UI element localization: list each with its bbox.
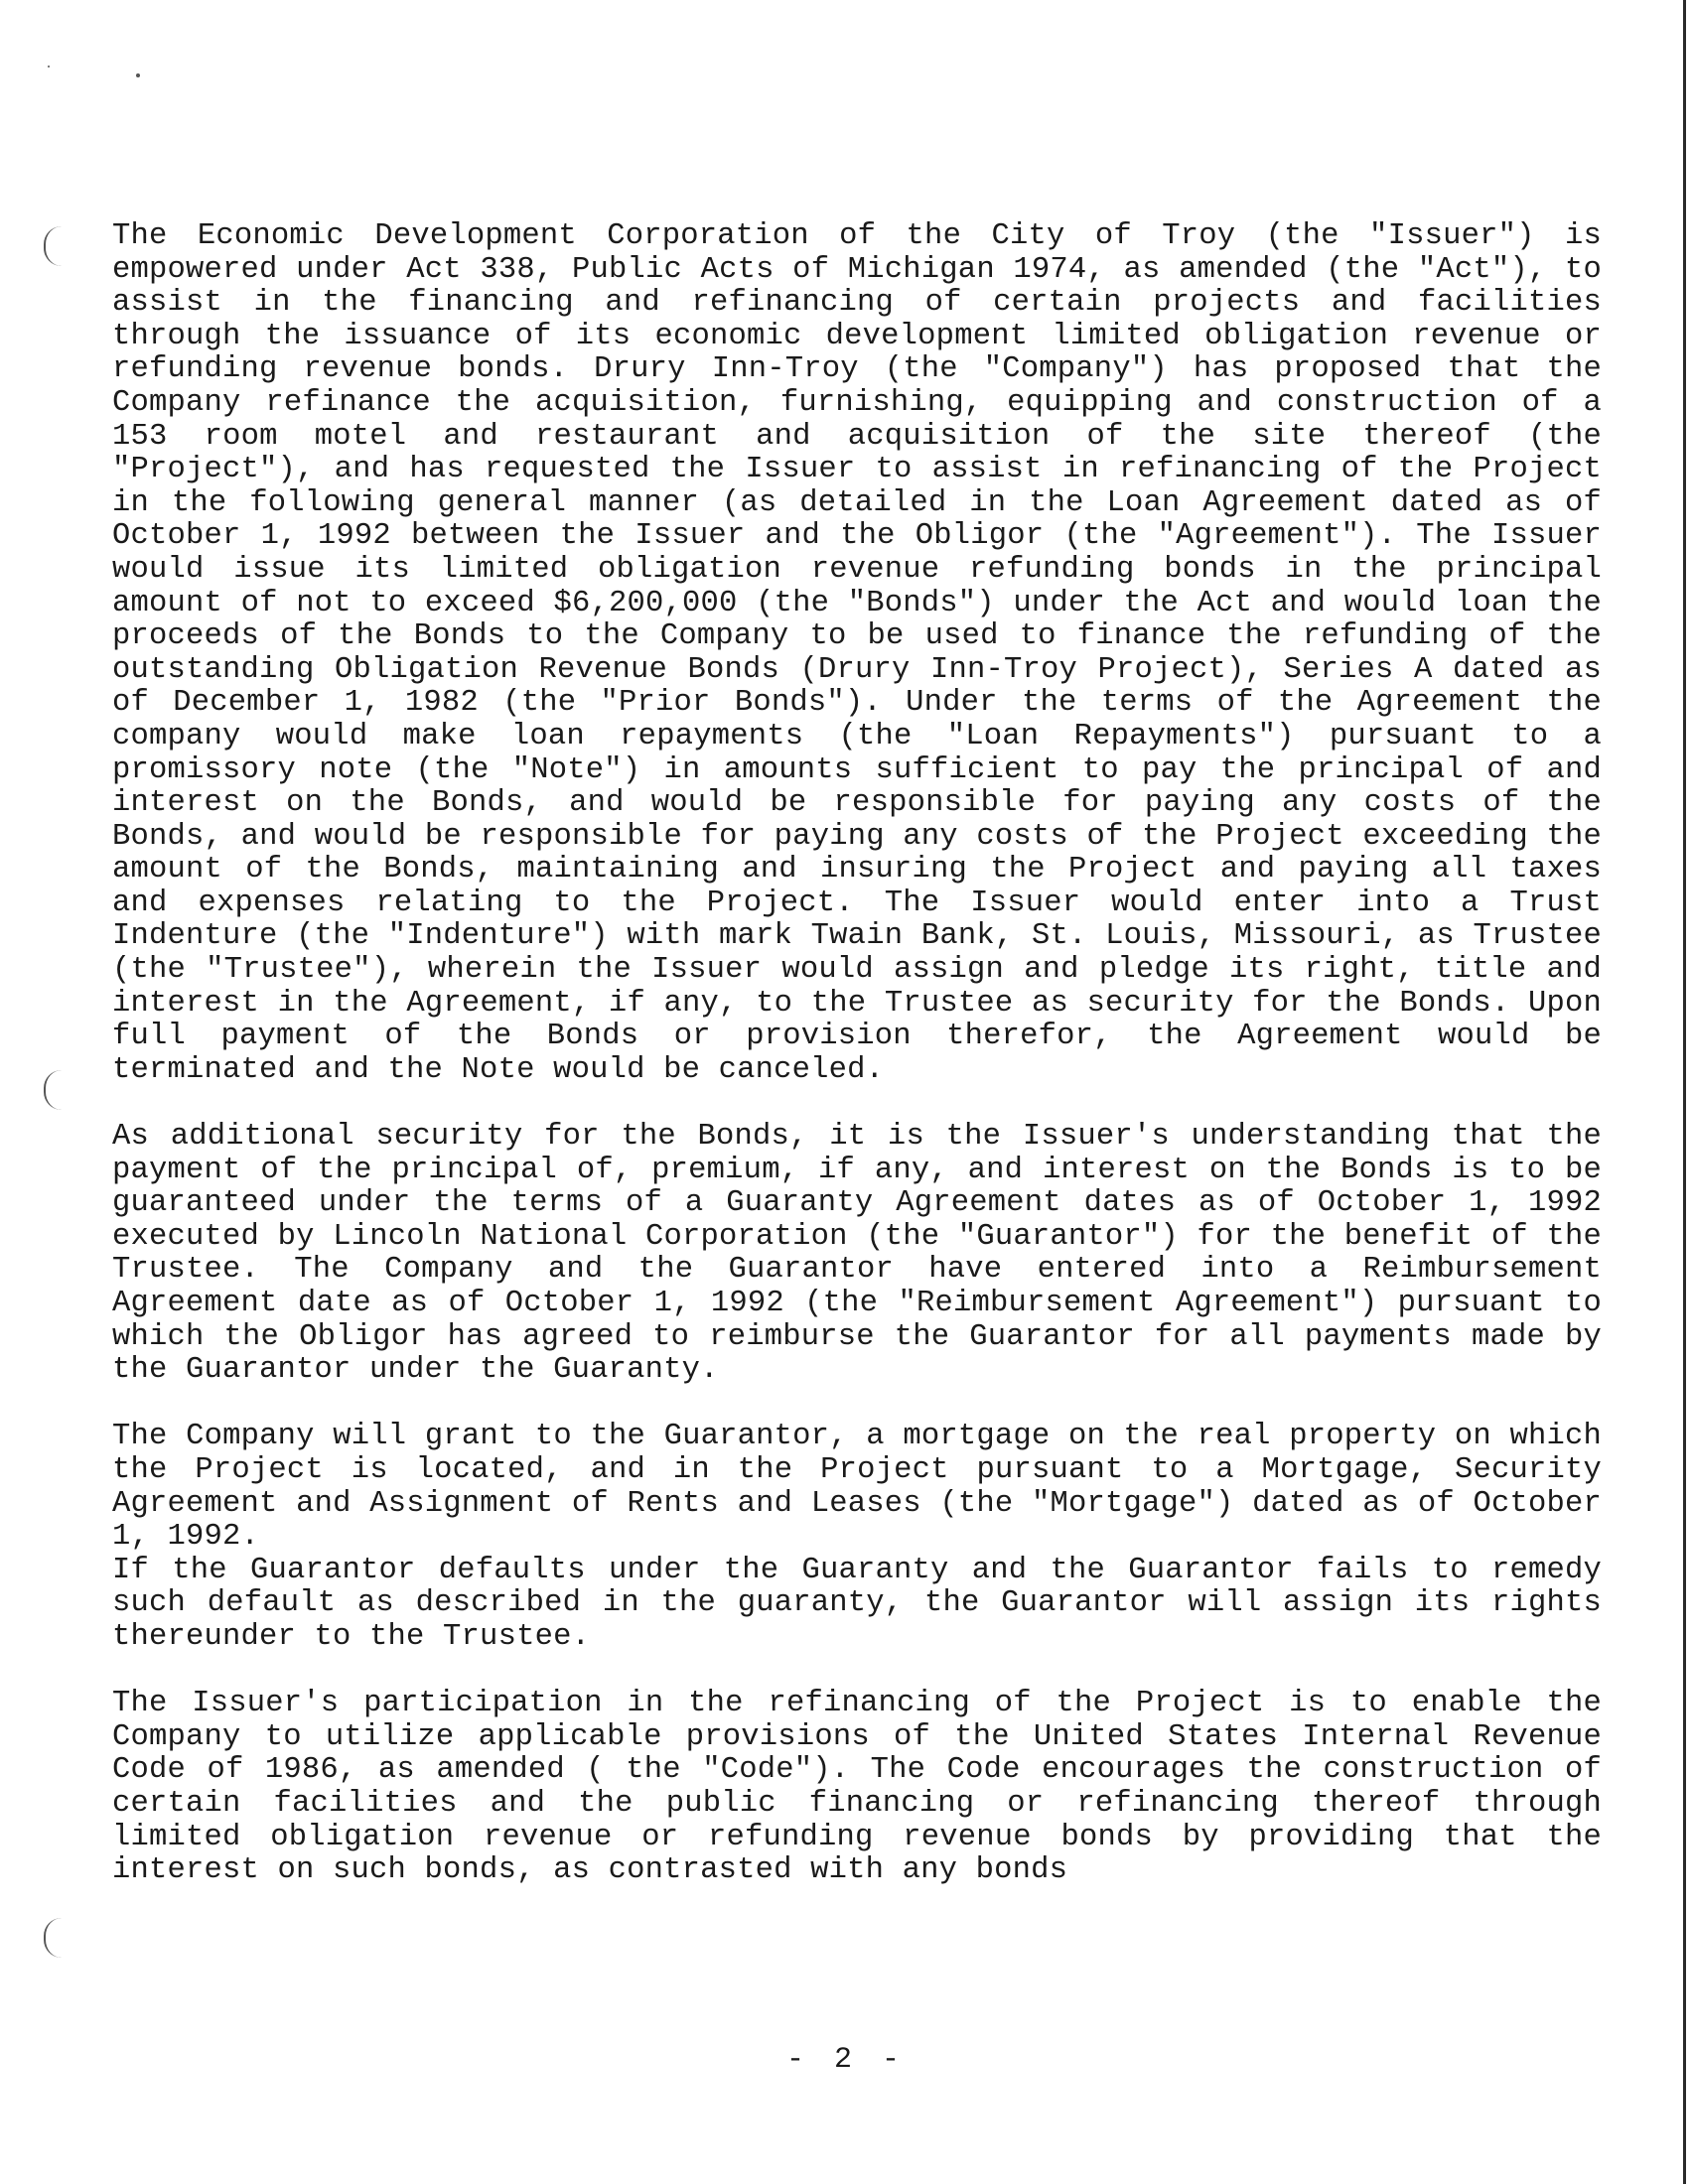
margin-bracket-mark	[44, 1918, 64, 1958]
document-body	[112, 220, 1602, 1921]
paragraph-mortgage: The Company will grant to the Guarantor, a mortgage on the real property on which the Project is located, and in the Project pursuant to a Mortgage, Security Agreement and Assignment of Rents and Leases (the "Mortgage") dated as of October 1, 1992.	[112, 1420, 1602, 1555]
paragraph-issuer-participation: The Issuer's participation in the refinancing of the Project is to enable the Company to utilize applicable provisions of the United States Internal Revenue Code of 1986, as amended ( the "Code"). The Code encourages the construction of certain facilities and the public financing or refinancing thereof through limited obligation revenue or refunding revenue bonds by providing that the interest on such bonds, as contrasted with any bonds	[112, 1687, 1602, 1888]
paragraph-guarantor-default: If the Guarantor defaults under the Guaranty and the Guarantor fails to remedy such default as described in the guaranty, the Guarantor will assign its rights thereunder to the Trustee.	[112, 1553, 1602, 1654]
page-number: - 2 -	[785, 2043, 906, 2077]
margin-bracket-mark	[44, 226, 64, 266]
paragraph-issuer-overview: The Economic Development Corporation of the City of Troy (the "Issuer") is empowered under Act 338, Public Acts of Michigan 1974, as amended (the "Act"), to assist in the financing and refinancing of certain projects and facilities through the issuance of its economic development limited obligation revenue or refunding revenue bonds. Drury Inn-Troy (the "Company") has proposed that the Company refinance the acquisition, furnishing, equipping and construction of a 153 room motel and restaurant and acquisition of the site thereof (the "Project"), and has requested the Issuer to assist in refinancing of the Project in the following general manner (as detailed in the Loan Agreement dated as of October 1, 1992 between the Issuer and the Obligor (the "Agreement"). The Issuer would issue its limited obligation revenue refunding bonds in the principal amount of not to exceed $6,200,000 (the "Bonds") under the Act and would loan the proceeds of the Bonds to the Company to be used to finance the refunding of the outstanding Obligation Revenue Bonds (Drury Inn-Troy Project), Series A dated as of December 1, 1982 (the "Prior Bonds"). Under the terms of the Agreement the company would make loan repayments (the "Loan Repayments") pursuant to a promissory note (the "Note") in amounts sufficient to pay the principal of and interest on the Bonds, and would be responsible for paying any costs of the Bonds, and would be responsible for paying any costs of the Project exceeding the amount of the Bonds, maintaining and insuring the Project and paying all taxes and expenses relating to the Project. The Issuer would enter into a Trust Indenture (the "Indenture") with mark Twain Bank, St. Louis, Missouri, as Trustee (the "Trustee"), wherein the Issuer would assign and pledge its right, title and interest in the Agreement, if any, to the Trustee as security for the Bonds. Upon full payment of the Bonds or provision therefor, the Agreement would be terminated and the Note would be canceled.	[112, 219, 1602, 1087]
margin-bracket-mark	[44, 1070, 64, 1110]
scan-speck	[48, 66, 50, 68]
scan-speck	[136, 73, 140, 77]
scan-edge-line	[1683, 0, 1686, 2184]
paragraph-additional-security: As additional security for the Bonds, it is the Issuer's understanding that the payment of the principal of, premium, if any, and interest on the Bonds is to be guaranteed under the terms of a Guaranty Agreement dates as of October 1, 1992 executed by Lincoln National Corporation (the "Guarantor") for the benefit of the Trustee. The Company and the Guarantor have entered into a Reimbursement Agreement date as of October 1, 1992 (the "Reimbursement Agreement") pursuant to which the Obligor has agreed to reimburse the Guarantor for all payments made by the Guarantor under the Guaranty.	[112, 1120, 1602, 1388]
